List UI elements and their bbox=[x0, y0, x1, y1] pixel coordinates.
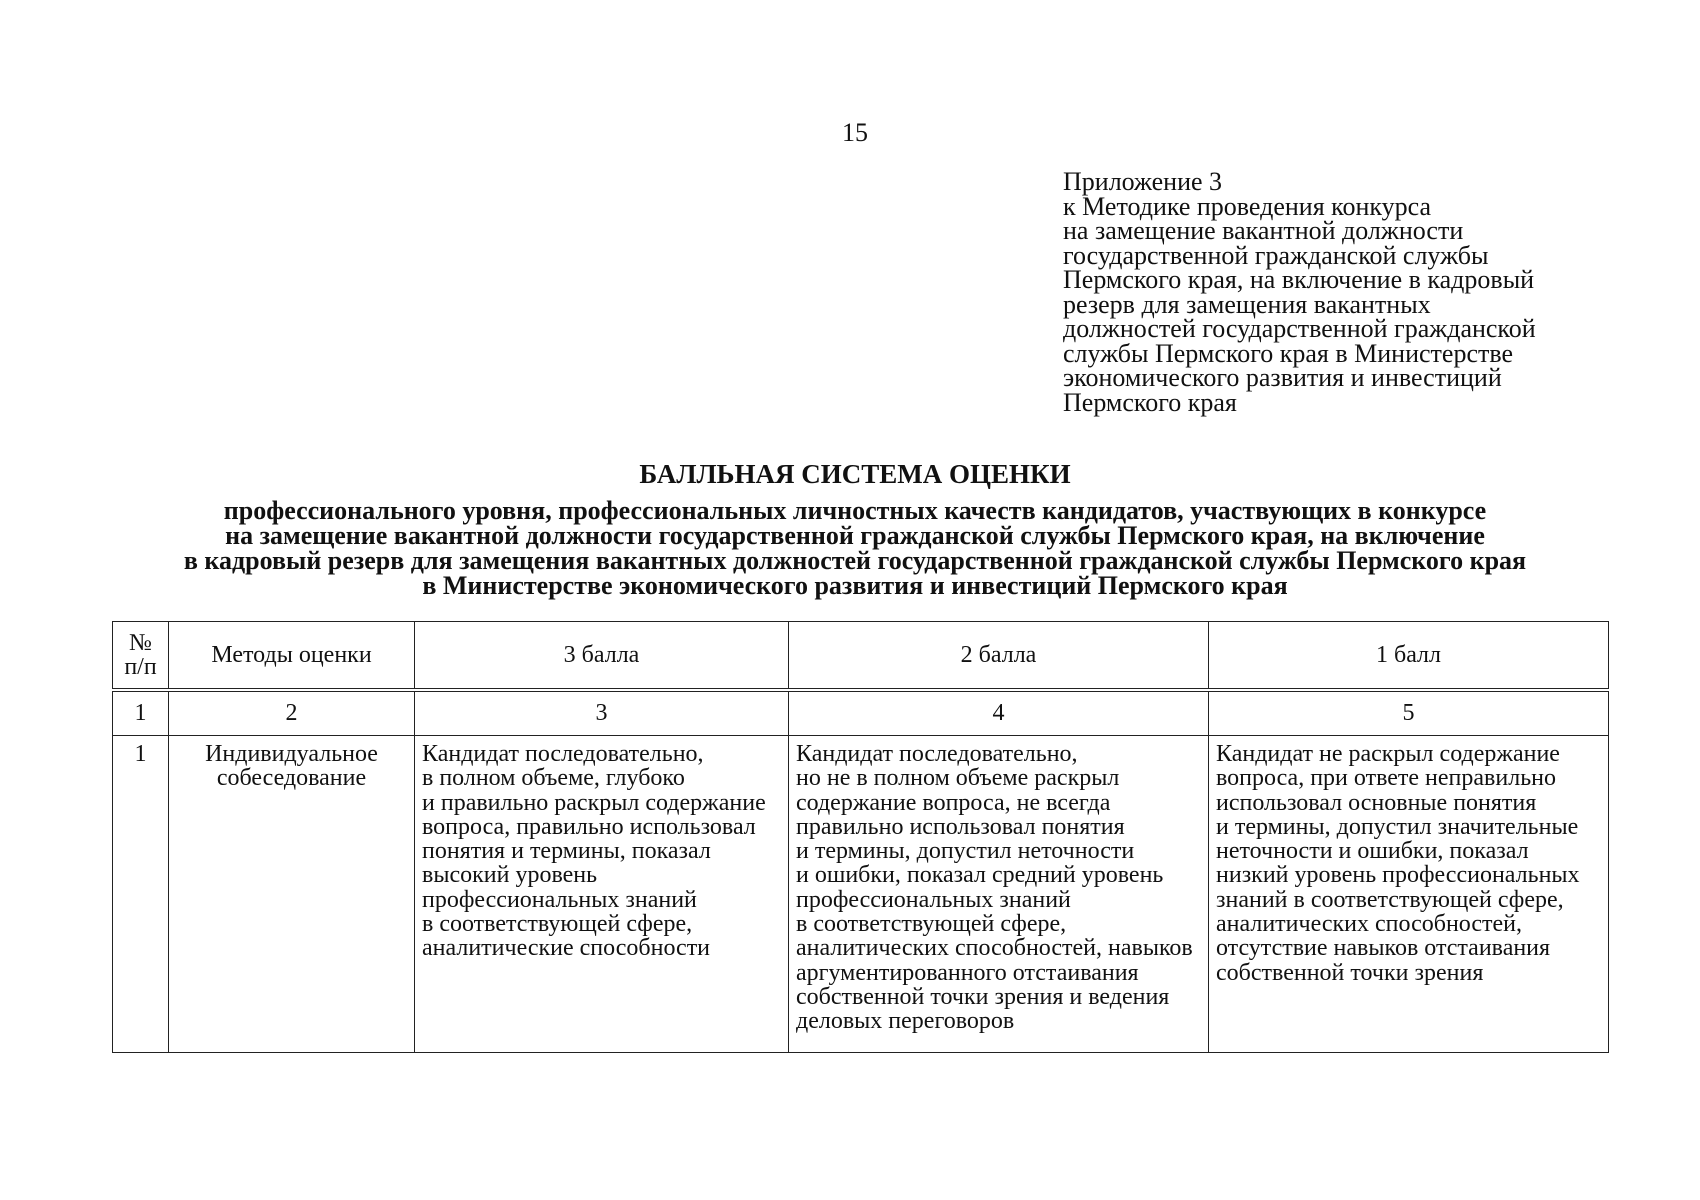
column-number: 4 bbox=[789, 690, 1209, 736]
header-number bbox=[113, 622, 169, 691]
rating-table bbox=[112, 621, 1609, 1053]
description-line: содержание вопроса, не всегда bbox=[796, 789, 1111, 816]
document-title: БАЛЛЬНАЯ СИСТЕМА ОЦЕНКИ bbox=[639, 459, 1071, 489]
table-row bbox=[113, 736, 1609, 1053]
description-line: профессиональных знаний bbox=[796, 886, 1071, 913]
page-number: 15 bbox=[842, 118, 868, 147]
description-line: собственной точки зрения bbox=[1216, 959, 1484, 986]
row-method bbox=[169, 736, 415, 1053]
description-line: но не в полном объеме раскрыл bbox=[796, 765, 1120, 792]
column-number: 1 bbox=[113, 690, 169, 736]
description-line: в соответствующей сфере, bbox=[422, 911, 693, 938]
appendix-caption bbox=[1063, 167, 1683, 417]
description-line: в полном объеме, глубоко bbox=[422, 765, 685, 792]
description-line: аналитические способности bbox=[422, 935, 711, 962]
description-line: правильно использовал понятия bbox=[796, 813, 1125, 840]
appendix-line: резерв для замещения вакантных bbox=[1063, 289, 1431, 319]
header-number-line1: № bbox=[129, 629, 152, 656]
appendix-line: экономического развития и инвестиций bbox=[1063, 363, 1502, 392]
header-methods: Методы оценки bbox=[169, 622, 415, 691]
subtitle-line: в кадровый резерв для замещения вакантных должностей государственной гражданской службы Пермского края bbox=[183, 546, 1527, 575]
method-line: Индивидуальное bbox=[205, 741, 378, 767]
subtitle-line: профессионального уровня, профессиональных личностных качеств кандидатов, участвующих в конкурсе bbox=[223, 496, 1487, 525]
subtitle-line: на замещение вакантной должности государственной гражданской службы Пермского края, на включение bbox=[225, 521, 1485, 550]
description-line: в соответствующей сфере, bbox=[796, 911, 1067, 938]
description-line: вопроса, при ответе неправильно bbox=[1216, 765, 1556, 792]
appendix-line: Пермского края bbox=[1063, 387, 1237, 417]
table-header-row bbox=[113, 622, 1609, 691]
header-number-line2: п/п bbox=[124, 654, 157, 680]
description-line: и термины, допустил неточности bbox=[796, 838, 1135, 865]
description-line: и правильно раскрыл содержание bbox=[422, 789, 766, 816]
appendix-line: Приложение 3 bbox=[1063, 167, 1223, 196]
subtitle-line: в Министерстве экономического развития и инвестиций Пермского края bbox=[422, 571, 1288, 600]
appendix-line: на замещение вакантной должности bbox=[1063, 216, 1464, 245]
appendix-line: Пермского края, на включение в кадровый bbox=[1063, 265, 1535, 294]
description-line: отсутствие навыков отстаивания bbox=[1216, 935, 1551, 962]
description-line: и термины, допустил значительные bbox=[1216, 813, 1579, 840]
method-line: собеседование bbox=[216, 765, 367, 792]
description-line: использовал основные понятия bbox=[1216, 789, 1537, 816]
description-line: аргументированного отстаивания bbox=[796, 959, 1139, 986]
column-number: 2 bbox=[169, 690, 415, 736]
column-number-row bbox=[113, 690, 1609, 736]
description-line: профессиональных знаний bbox=[422, 886, 697, 913]
description-line: аналитических способностей, bbox=[1216, 911, 1523, 938]
row-score-3-description bbox=[415, 736, 789, 1053]
description-line: собственной точки зрения и ведения bbox=[796, 983, 1170, 1010]
description-line: вопроса, правильно использовал bbox=[422, 813, 756, 840]
description-line: понятия и термины, показал bbox=[422, 838, 711, 865]
appendix-line: должностей государственной гражданской bbox=[1063, 314, 1536, 343]
column-number: 5 bbox=[1209, 690, 1609, 736]
description-line: Кандидат последовательно, bbox=[796, 741, 1078, 767]
row-score-2-description bbox=[789, 736, 1209, 1053]
document-subtitle bbox=[0, 498, 1700, 598]
description-line: деловых переговоров bbox=[796, 1008, 1015, 1035]
description-line: низкий уровень профессиональных bbox=[1216, 862, 1580, 889]
description-line: и ошибки, показал средний уровень bbox=[796, 862, 1164, 889]
header-score-1: 1 балл bbox=[1209, 622, 1609, 691]
description-line: знаний в соответствующей сфере, bbox=[1216, 886, 1564, 913]
description-line: высокий уровень bbox=[422, 862, 598, 889]
appendix-line: к Методике проведения конкурса bbox=[1063, 191, 1432, 221]
description-line: неточности и ошибки, показал bbox=[1216, 838, 1529, 865]
row-score-1-description bbox=[1209, 736, 1609, 1053]
header-score-3: 3 балла bbox=[415, 622, 789, 691]
header-score-2: 2 балла bbox=[789, 622, 1209, 691]
description-line: Кандидат не раскрыл содержание bbox=[1216, 741, 1560, 767]
description-line: аналитических способностей, навыков bbox=[796, 935, 1193, 962]
appendix-line: государственной гражданской службы bbox=[1063, 240, 1489, 270]
row-number: 1 bbox=[113, 736, 169, 1053]
appendix-line: службы Пермского края в Министерстве bbox=[1063, 338, 1514, 368]
column-number: 3 bbox=[415, 690, 789, 736]
description-line: Кандидат последовательно, bbox=[422, 741, 704, 767]
